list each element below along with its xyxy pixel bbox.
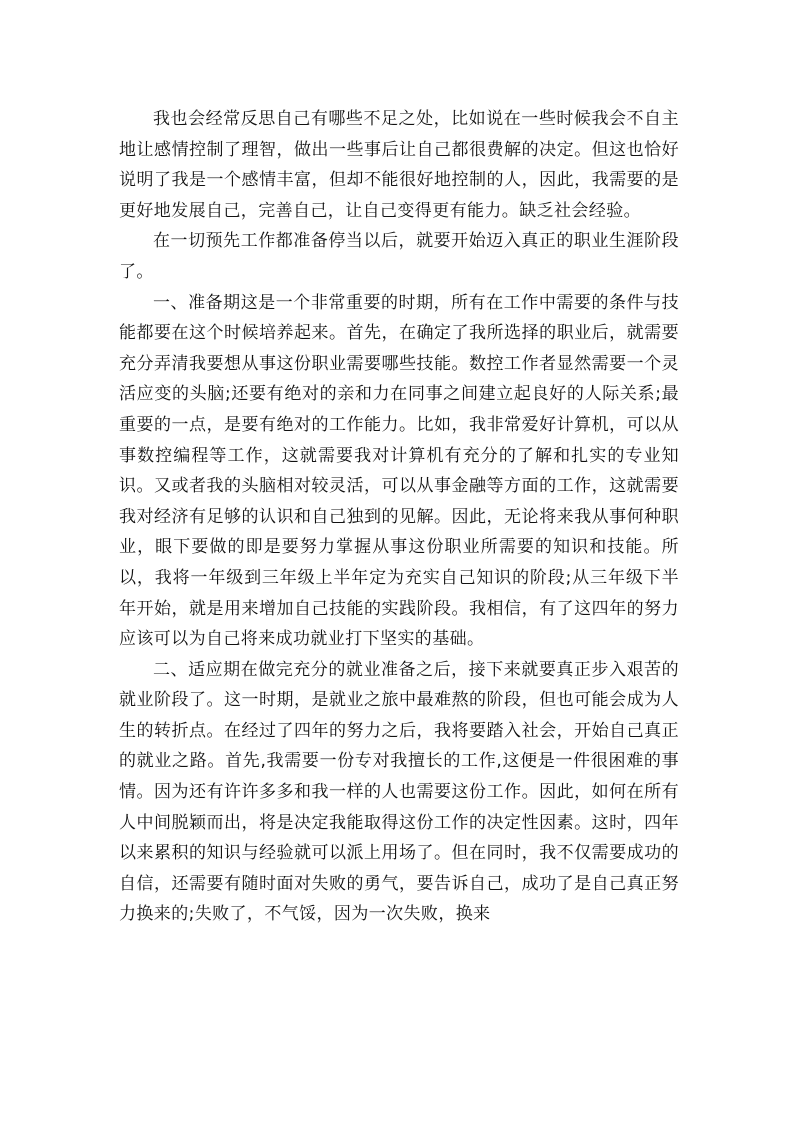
paragraph-preparation-period: 一、准备期这是一个非常重要的时期，所有在工作中需要的条件与技能都要在这个时候培养起来。首先，在确定了我所选择的职业后，就需要充分弄清我要想从事这份职业需要哪些技能。数控工作者显然需要一个灵活应变的头脑;还要有绝对的亲和力在同事之间建立起良好的人际关系;最重要的一点，是要有绝对的工作能力。比如，我非常爱好计算机，可以从事数控编程等工作，这就需要我对计算机有充分的了解和扎实的专业知识。又或者我的头脑相对较灵活，可以从事金融等方面的工作，这就需要我对经济有足够的认识和自己独到的见解。因此，无论将来我从事何种职业，眼下要做的即是要努力掌握从事这份职业所需要的知识和技能。所以，我将一年级到三年级上半年定为充实自己知识的阶段;从三年级下半年开始，就是用来增加自己技能的实践阶段。我相信，有了这四年的努力应该可以为自己将来成功就业打下坚实的基础。 <box>119 292 679 650</box>
document-body <box>119 104 679 930</box>
paragraph-adaptation-period: 二、适应期在做完充分的就业准备之后，接下来就要真正步入艰苦的就业阶段了。这一时期，是就业之旅中最难熬的阶段，但也可能会成为人生的转折点。在经过了四年的努力之后，我将要踏入社会，开始自己真正的就业之路。首先,我需要一份专对我擅长的工作,这便是一件很困难的事情。因为还有许许多多和我一样的人也需要这份工作。因此，如何在所有人中间脱颖而出，将是决定我能取得这份工作的决定性因素。这时，四年以来累积的知识与经验就可以派上用场了。但在同时，我不仅需要成功的自信，还需要有随时面对失败的勇气，要告诉自己，成功了是自己真正努力换来的;失败了，不气馁，因为一次失败，换来 <box>119 659 679 925</box>
paragraph-career-start: 在一切预先工作都准备停当以后，就要开始迈入真正的职业生涯阶段了。 <box>119 231 679 282</box>
paragraph-self-reflection: 我也会经常反思自己有哪些不足之处，比如说在一些时候我会不自主地让感情控制了理智，做出一些事后让自己都很费解的决定。但这也恰好说明了我是一个感情丰富，但却不能很好地控制的人，因此，我需要的是更好地发展自己，完善自己，让自己变得更有能力。缺乏社会经验。 <box>119 109 679 221</box>
